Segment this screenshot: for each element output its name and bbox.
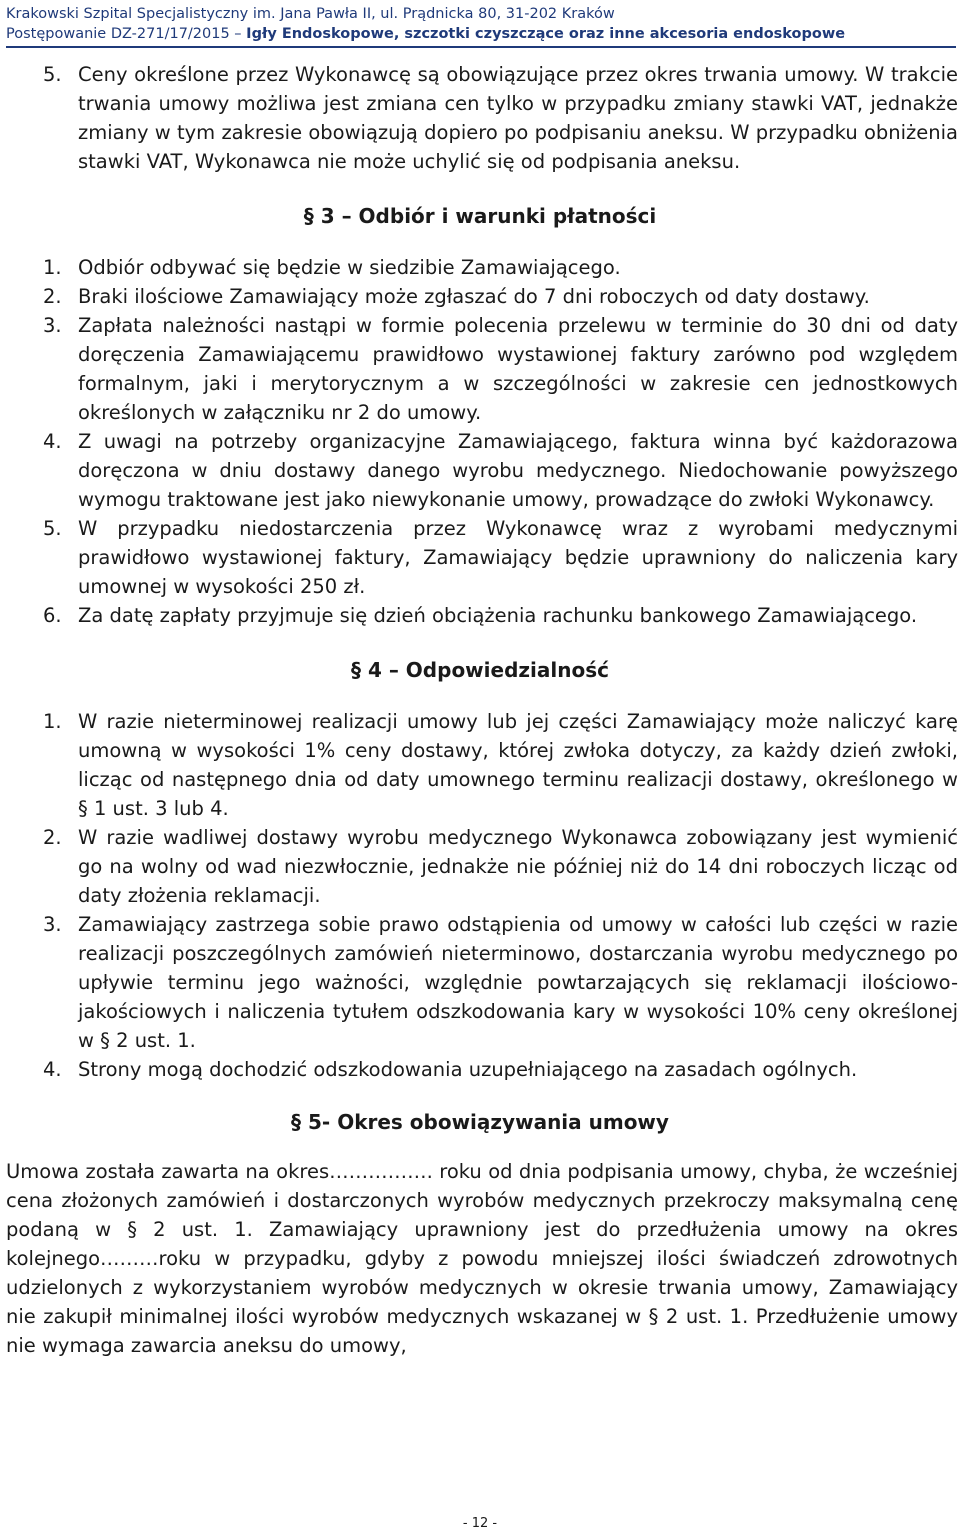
section-5-heading: § 5- Okres obowiązywania umowy bbox=[291, 1110, 669, 1134]
item-text: W przypadku niedostarczenia przez Wykonawcę wraz z wyrobami medycznymi prawidłowo wystawionej faktury, Zamawiający będzie uprawniony do naliczenia kary umownej w wysokości 250 zł. bbox=[78, 517, 958, 598]
list-item bbox=[0, 707, 960, 823]
item-number: 4. bbox=[43, 430, 62, 453]
section-4-list bbox=[0, 707, 960, 1084]
item-number: 1. bbox=[43, 256, 62, 279]
item-text: Zapłata należności nastąpi w formie polecenia przelewu w terminie do 30 dni od daty doręczenia Zamawiającemu prawidłowo wystawionej faktury zarówno pod względem formalnym, jaki i merytorycznym a w szczególności w zakresie cen jednostkowych określonych w załączniku nr 2 do umowy. bbox=[78, 314, 958, 424]
list-item bbox=[0, 60, 960, 176]
item-number: 3. bbox=[43, 314, 62, 337]
list-item bbox=[0, 427, 960, 514]
section-3-list bbox=[0, 253, 960, 630]
header-hospital-line: Krakowski Szpital Specjalistyczny im. Jana Pawła II, ul. Prądnicka 80, 31-202 Kraków bbox=[6, 6, 615, 22]
section-4-heading: § 4 – Odpowiedzialność bbox=[351, 658, 609, 682]
list-item bbox=[0, 282, 960, 311]
clause-list-top bbox=[0, 60, 960, 176]
list-item bbox=[0, 514, 960, 601]
item-text: Ceny określone przez Wykonawcę są obowiązujące przez okres trwania umowy. W trakcie trwania umowy możliwa jest zmiana cen tylko w przypadku zmiany stawki VAT, jednakże zmiany w tym zakresie obowiązują dopiero po podpisaniu aneksu. W przypadku obniżenia stawki VAT, Wykonawca nie może uchylić się od podpisania aneksu. bbox=[78, 63, 958, 173]
item-number: 3. bbox=[43, 913, 62, 936]
item-text: Strony mogą dochodzić odszkodowania uzupełniającego na zasadach ogólnych. bbox=[78, 1058, 858, 1081]
item-number: 6. bbox=[43, 604, 62, 627]
list-item bbox=[0, 311, 960, 427]
list-item bbox=[0, 823, 960, 910]
item-number: 1. bbox=[43, 710, 62, 733]
list-item bbox=[0, 601, 960, 630]
section-3-heading: § 3 – Odbiór i warunki płatności bbox=[303, 204, 657, 228]
item-number: 5. bbox=[43, 63, 62, 86]
section-5-paragraph: Umowa została zawarta na okres……………. roku od dnia podpisania umowy, chyba, że wcześniej cena złożonych zamówień i dostarczonych wyrobów medycznych przekroczy maksymalną cenę podaną w § 2 ust. 1. Zamawiający uprawniony jest do przedłużenia umowy na okres kolejnego………roku w przypadku, gdyby z powodu mniejszej ilości świadczeń zdrowotnych udzielonych z wykorzystaniem wyrobów medycznych w okresie trwania umowy, Zamawiający nie zakupił minimalnej ilości wyrobów medycznych wskazanej w § 2 ust. 1. Przedłużenie umowy nie wymaga zawarcia aneksu do umowy, bbox=[6, 1160, 958, 1357]
item-text: W razie nieterminowej realizacji umowy lub jej części Zamawiający może naliczyć karę umowną w wysokości 1% ceny dostawy, której zwłoka dotyczy, za każdy dzień zwłoki, licząc od następnego dnia od daty umownego terminu realizacji dostawy, określonego w § 1 ust. 3 lub 4. bbox=[78, 710, 958, 820]
item-number: 2. bbox=[43, 826, 62, 849]
list-item bbox=[0, 1055, 960, 1084]
item-text: Z uwagi na potrzeby organizacyjne Zamawiającego, faktura winna być każdorazowa doręczona w dniu dostawy danego wyrobu medycznego. Niedochowanie powyższego wymogu traktowane jest jako niewykonanie umowy, prowadzące do zwłoki Wykonawcy. bbox=[78, 430, 958, 511]
item-text: Braki ilościowe Zamawiający może zgłaszać do 7 dni roboczych od daty dostawy. bbox=[78, 285, 870, 308]
page-number: - 12 - bbox=[462, 1516, 498, 1531]
header-procedure-prefix: Postępowanie DZ-271/17/2015 – bbox=[6, 26, 247, 42]
item-text: Za datę zapłaty przyjmuje się dzień obciążenia rachunku bankowego Zamawiającego. bbox=[78, 604, 918, 627]
header-procedure-subject: Igły Endoskopowe, szczotki czyszczące oraz inne akcesoria endoskopowe bbox=[246, 26, 846, 42]
item-number: 2. bbox=[43, 285, 62, 308]
header-divider bbox=[6, 46, 956, 48]
header-procedure-line bbox=[6, 24, 956, 44]
item-number: 4. bbox=[43, 1058, 62, 1081]
item-text: Odbiór odbywać się będzie w siedzibie Zamawiającego. bbox=[78, 256, 621, 279]
item-text: Zamawiający zastrzega sobie prawo odstąpienia od umowy w całości lub części w razie realizacji poszczególnych zamówień nieterminowo, dostarczania wyrobu medycznego po upływie terminu jego ważności, względnie powtarzających się reklamacji ilościowo-jakościowych i naliczenia tytułem odszkodowania kary w wysokości 10% ceny określonej w § 2 ust. 1. bbox=[78, 913, 958, 1052]
list-item bbox=[0, 253, 960, 282]
item-text: W razie wadliwej dostawy wyrobu medycznego Wykonawca zobowiązany jest wymienić go na wolny od wad niezwłocznie, jednakże nie później niż do 14 dni roboczych licząc od daty złożenia reklamacji. bbox=[78, 826, 958, 907]
list-item bbox=[0, 910, 960, 1055]
document-body bbox=[0, 60, 960, 1360]
item-number: 5. bbox=[43, 517, 62, 540]
page-header bbox=[6, 4, 956, 48]
